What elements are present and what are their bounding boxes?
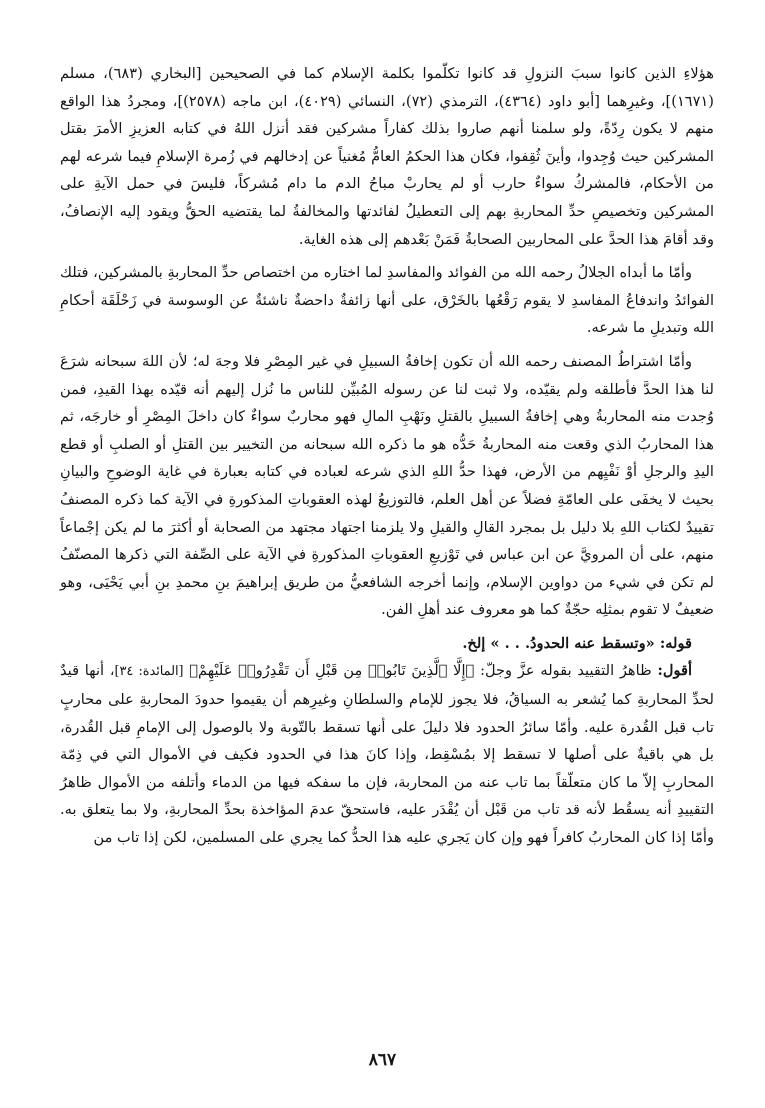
paragraph-4-label: أقول: (657, 662, 693, 680)
paragraph-3: وأمّا اشتراطُ المصنف رحمه الله أن تكون إخافةُ السبيلِ في غير المِصْرِ فلا وجهَ له؛ لأن اللهَ سبحانه شرَعَ لنا هذا الحدَّ فأطلقه ولم يقيّده، ولا ثبت لنا عن رسوله المُبيِّن للناس ما نُزل إليهم أنه قيّده بهذا القيدِ، فمن وُجدت منه المحاربةُ وهي إخافةُ السبيلِ بالقتلِ ونَهْبِ المالِ فهو محاربٌ سواءٌ كان داخلَ المِصْرِ أو خارجَه، ثم هذا المحاربُ الذي وقعت منه المحاربةُ حَدُّه هو ما ذكره الله سبحانه من التخيير بين القتلِ أو الصلبِ أو قطع اليدِ والرجلِ أوْ نَفْيِهم من الأرض، فهذا حدُّ اللهِ الذي شرعه لعباده في كتابه بعبارة في غاية الوضوحِ والبيانِ بحيث لا يخفَى على العامّةِ فضلاً عن أهل العلم، فالتوزيعُ لهذه العقوباتِ المذكورةِ في الآية كما ذكره المصنفُ تقييدٌ لكتاب اللهِ بلا دليل بل بمجرد القالِ والقيلِ ولا يلزمنا اجتهاد مجتهد من الصحابة أو أكثرَ ما لم يكن إجْماعاً منهم، على أن المرويَّ عن ابن عباس في تَوْزيعِ العقوباتِ المذكورةِ في الآية على الصِّفة التي ذكرها المصنّفُ لم تكن في شيء من دواوين الإسلام، وإنما أخرجه الشافعيُّ من طريق إبراهيمَ بنِ محمدِ بنِ أبي يَحْيَى، وهو ضعيفٌ لا تقوم بمثلِه حجّةٌ كما هو معروف عند أهلِ الفن. (60, 352, 714, 619)
section-heading: قوله: «وتسقط عنه الحدودُ. . . » إلخ. (462, 634, 692, 652)
paragraph-2: وأمّا ما أبداه الجلالُ رحمه الله من الفوائد والمفاسدِ لما اختاره من اختصاص حدِّ المحاربةِ بالمشركين، فتلك الفوائدُ واندفاعُ المفاسدِ لا يقوم رَقْعُها بالخَرْق، على أنها زائفةٌ داحضةٌ ناشئةٌ عن الوسوسة في زَحْلَقَة أحكامِ الله وتبديلِ ما شرعه. (60, 264, 714, 337)
paragraph-1: هؤلاءِ الذين كانوا سببَ النزولِ قد كانوا تكلّموا بكلمة الإسلام كما في الصحيحين [البخاري (٦٨٣)، مسلم (١٦٧١)]، وغيرِهما [أبو داود (٤٣٦٤)، الترمذي (٧٢)، النسائي (٤٠٢٩)، ابن ماجه (٢٥٧٨)]، ومجردُ هذا الواقع منهم لا يكون رِدّةً، ولو سلمنا أنهم صاروا بذلك كفاراً مشركين فقد أنزل اللهُ في كتابه العزيزِ الأمرَ بقتل المشركين حيث وُجِدوا، وأينَ ثُقِفوا، فكان هذا الحكمُ العامُّ مُغنياً عن إدخالهم في زُمرة الإسلامِ فيما شرعه لهم من الأحكام، فالمشركُ سواءٌ حارب أو لم يحاربْ مباحُ الدم ما دام مُشركاً، فليسَ في حمل الآيةِ على المشركين وتخصيصِ حدِّ المحاربةِ بهم إلى التعطيلُ لفائدتها والمخالفةُ لما يقتضيه الحقُّ ويقود إليه الإنصافُ، وقد أقامَ هذا الحدَّ على المحاربين الصحابةُ فَمَنْ بَعْدهم إلى هذه الغاية. (60, 65, 714, 248)
paragraph-4-body: ، أنها قيدٌ لحدِّ المحاربةِ كما يُشعر به السياقُ، فلا يجوز للإمام والسلطانِ وغيرِهم أن يقيموا حدودَ المحاربةِ على محاربٍ تاب قبل القُدرة عليه. وأمّا سائرُ الحدود فلا دليلَ على أنها تسقط بالتّوبة ولا بالوصول إلى الإمامِ قبل القُدرة، بل هي باقيةٌ على أصلها لا تسقط إلا بمُسْقِط، وإذا كانَ هذا في الحدود فكيف في الأموال التي في ذِمّة المحاربِ إلاّ ما كان متعلّقاً بما تاب عنه من المحاربة، فإن ما سفكه فيها من الدماء وأتلفه من الأموال ظاهرُ التقييدِ أنه يسقُط لأنه قد تاب من قَبْل أن يُقْدَر عليه، فاستحقّ عدمَ المؤاخذة بحدِّ المحاربةِ، ولا بما يتعلق به. وأمّا إذا كان المحاربُ كافراً فهو وإن كان يَجري عليه هذا الحدُّ كما يجري على المسلمين، لكن إذا تاب من (60, 662, 714, 847)
document-page (60, 60, 714, 852)
page-number: ٨٦٧ (368, 1050, 397, 1070)
paragraph-4 (60, 657, 714, 851)
paragraph-4-verse: ظاهرُ التقييد بقوله عزَّ وجلّ: ﴿إِلَّا ٱلَّذِينَ تَابُوا۟ مِن قَبْلِ أَن تَقْدِرُوا۟ عَلَيْهِمْ﴾ (183, 662, 658, 680)
verse-citation: [المائدة: ٣٤] (114, 664, 184, 680)
